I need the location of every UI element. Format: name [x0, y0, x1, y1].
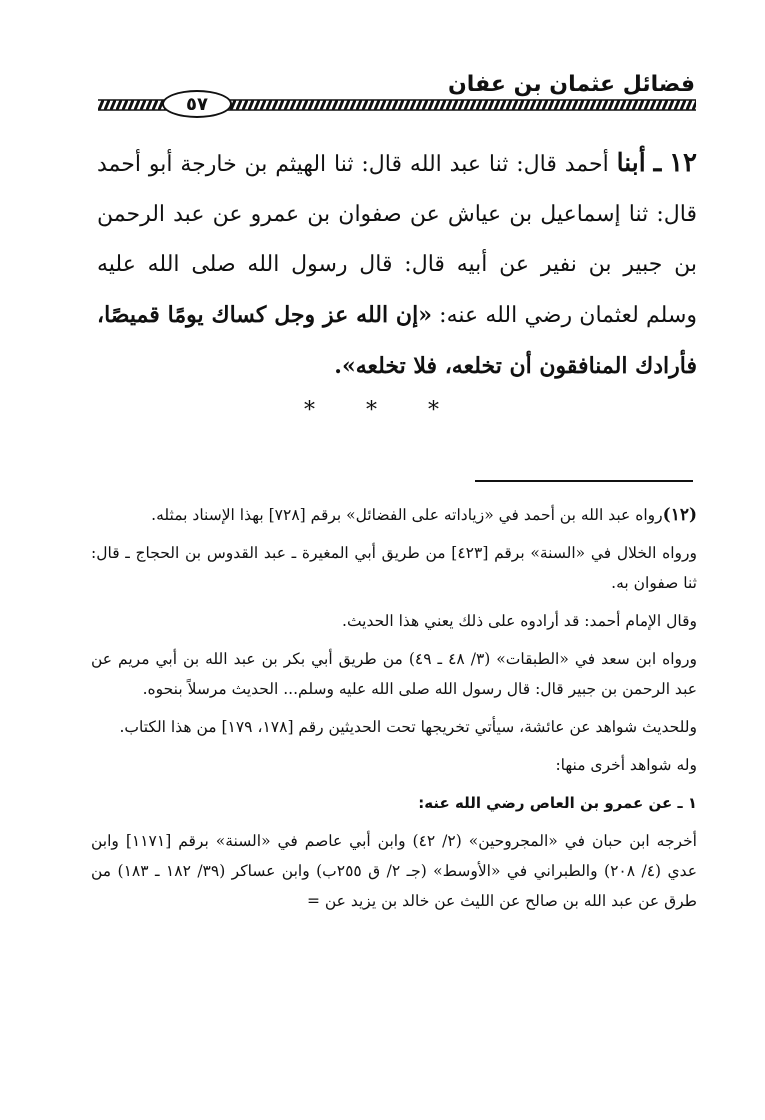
footnote-subheading: ١ ـ عن عمرو بن العاص رضي الله عنه: [418, 794, 697, 812]
footnote-paragraph: ورواه الخلال في «السنة» برقم [٤٢٣] من طريق أبي المغيرة ـ عبد القدوس بن الحجاج ـ قال: ثنا صفوان به. [91, 544, 698, 592]
footnote-number: (١٢) [662, 505, 697, 525]
hadith-text [97, 138, 697, 392]
page-number-badge: ٥٧ [162, 90, 232, 118]
isnad-text: أحمد قال: ثنا عبد الله قال: ثنا الهيثم بن خارجة أبو أحمد قال: ثنا إسماعيل بن عياش عن صفوان بن عمرو عن عبد الرحمن بن جبير بن نفير عن أبيه قال: قال رسول الله صلى الله عليه وسلم لعثمان رضي الله عنه: [97, 152, 698, 328]
hadith-dash: ـ [653, 148, 662, 178]
anba-keyword: أبنا [616, 148, 646, 177]
footnote-paragraph: وله شواهد أخرى منها: [555, 756, 697, 774]
footnote-rule [475, 480, 693, 482]
footnote-text: رواه عبد الله بن أحمد في «زياداته على الفضائل» برقم [٧٢٨] بهذا الإسناد بمثله. [151, 506, 663, 524]
footnote-paragraph [91, 500, 697, 530]
prophetic-quote: «إن الله عز وجل كساك يومًا قميصًا، فأرادك المنافقون أن تخلعه، فلا تخلعه» [97, 302, 697, 379]
running-title: فضائل عثمان بن عفان [448, 72, 695, 97]
footnote-paragraph: وللحديث شواهد عن عائشة، سيأتي تخريجها تحت الحديثين رقم [١٧٨، ١٧٩] من هذا الكتاب. [119, 718, 697, 736]
section-separator: * * * [304, 398, 461, 423]
footnote-paragraph: أخرجه ابن حبان في «المجروحين» (٢/ ٤٢) وابن أبي عاصم في «السنة» برقم [١١٧١] وابن عدي (٤/ ٢٠٨) والطبراني في «الأوسط» (جـ ٢/ ق ٢٥٥ب) وابن عساكر (٣٩/ ١٨٢ ـ ١٨٣) من طرق عن عبد الله بن صالح عن الليث عن خالد بن يزيد عن = [91, 832, 697, 910]
footnotes [91, 500, 697, 924]
footnote-paragraph: ورواه ابن سعد في «الطبقات» (٣/ ٤٨ ـ ٤٩) من طريق أبي بكر بن عبد الله بن أبي مريم عن عبد الرحمن بن جبير قال: قال رسول الله صلى الله عليه وسلم... الحديث مرسلاً بنحوه. [91, 650, 697, 698]
quote-end: . [334, 353, 342, 379]
hadith-number: ١٢ [669, 148, 698, 178]
footnote-paragraph: وقال الإمام أحمد: قد أرادوه على ذلك يعني هذا الحديث. [342, 612, 697, 630]
